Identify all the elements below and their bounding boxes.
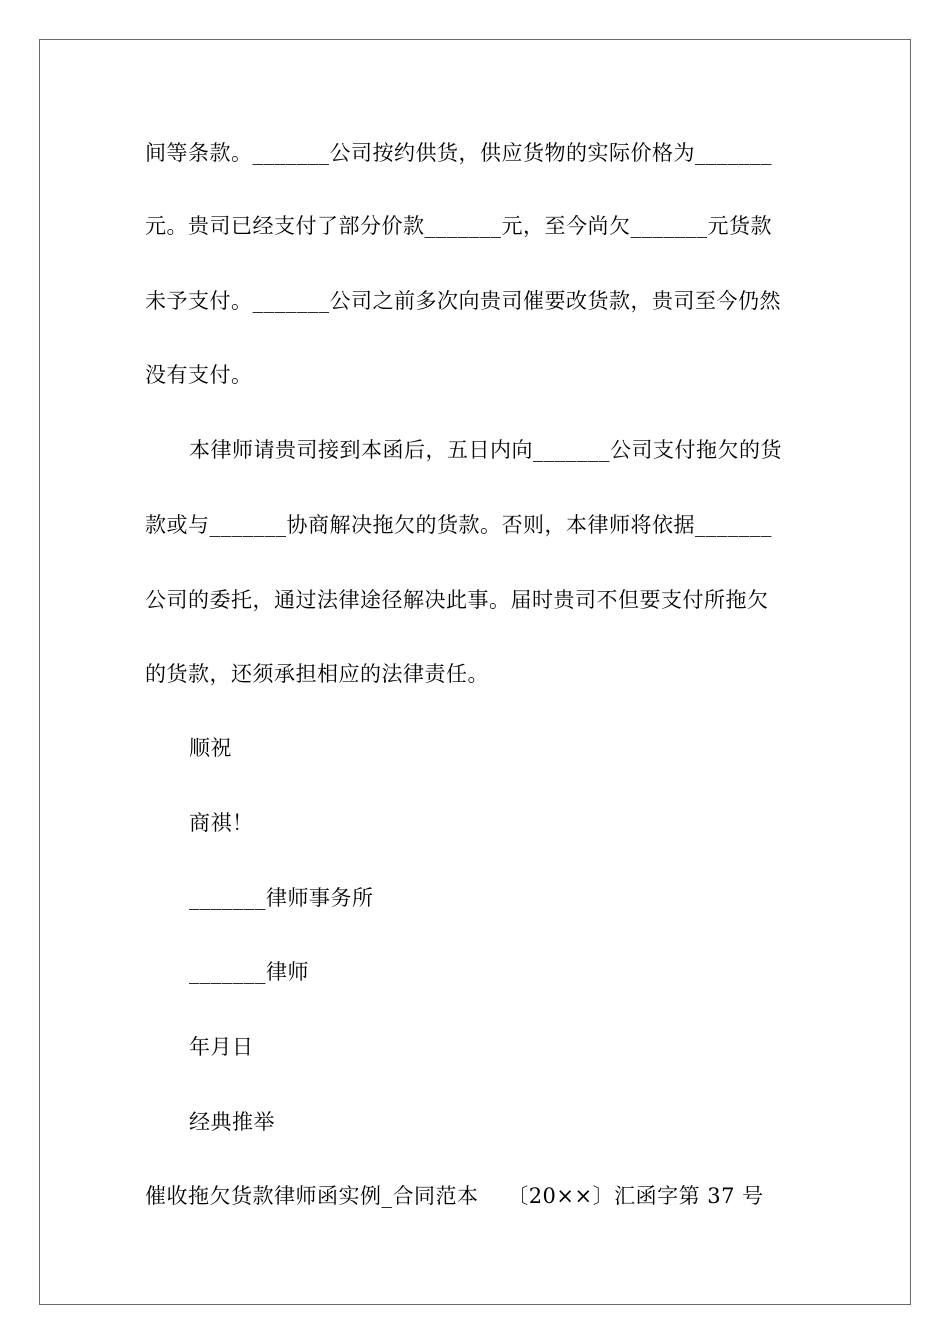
recommendation-heading: 经典推举 [189, 1110, 275, 1134]
body-line-8: 的货款，还须承担相应的法律责任。 [145, 662, 489, 686]
body-line-6: 款或与_______协商解决拖欠的货款。否则，本律师将依据_______ [145, 513, 772, 537]
law-firm-signature: _______律师事务所 [189, 886, 374, 910]
closing-greeting: 顺祝 [189, 736, 232, 760]
closing-wish: 商祺！ [189, 811, 254, 835]
lawyer-signature: _______律师 [189, 960, 309, 984]
date-line: 年月日 [189, 1035, 254, 1059]
body-line-3: 未予支付。_______公司之前多次向贵司催要改货款，贵司至今仍然 [145, 289, 781, 313]
body-line-7: 公司的委托，通过法律途径解决此事。届时贵司不但要支付所拖欠 [145, 588, 769, 612]
body-line-1: 间等条款。_______公司按约供货，供应货物的实际价格为_______ [145, 141, 772, 165]
body-line-2: 元。贵司已经支付了部分价款_______元，至今尚欠_______元货款 [145, 214, 772, 238]
body-line-4: 没有支付。 [145, 363, 253, 387]
body-line-5: 本律师请贵司接到本函后，五日内向_______公司支付拖欠的货 [189, 438, 782, 462]
related-document-title: 催收拖欠货款律师函实例_合同范本 〔20××〕汇函字第 37 号 [145, 1184, 764, 1208]
